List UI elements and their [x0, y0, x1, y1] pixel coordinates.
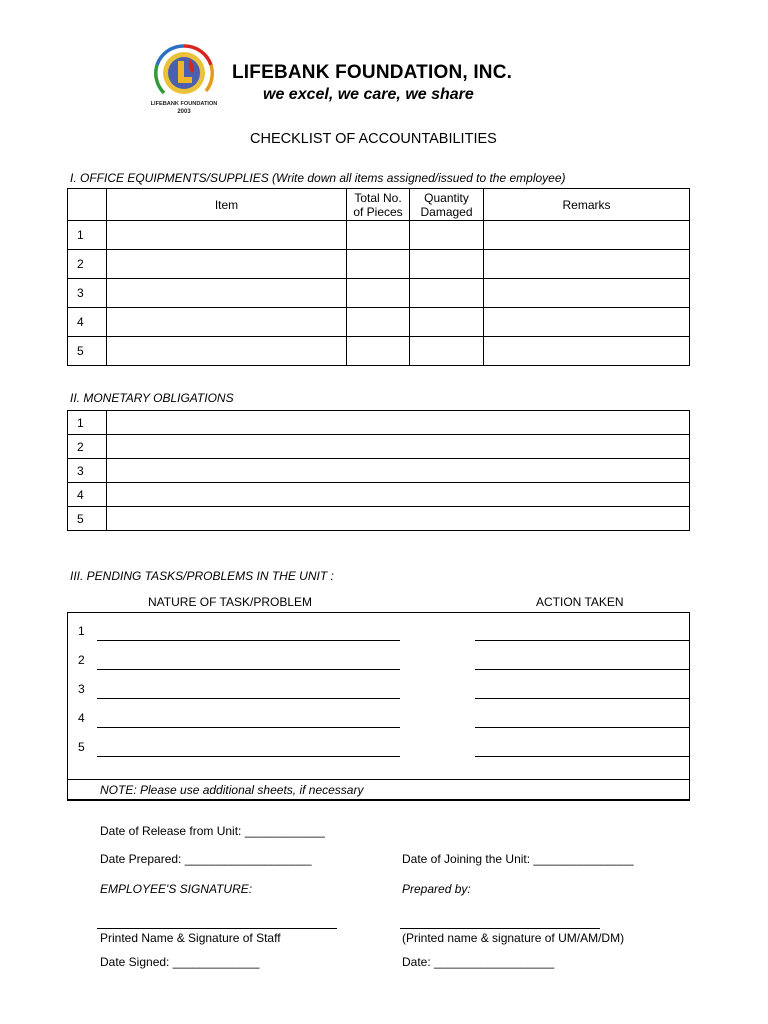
task-line[interactable] — [97, 669, 400, 670]
item-cell[interactable] — [107, 250, 347, 279]
quantity-cell[interactable] — [410, 221, 484, 250]
equipment-row — [68, 337, 690, 366]
row-number: 5 — [68, 337, 107, 366]
equipment-row — [68, 308, 690, 337]
total-cell[interactable] — [347, 279, 410, 308]
quantity-cell[interactable] — [410, 279, 484, 308]
item-cell[interactable] — [107, 221, 347, 250]
header-cell-total — [347, 189, 410, 221]
task-line[interactable] — [97, 727, 400, 728]
header-total-line-2: of Pieces — [353, 204, 403, 219]
task-row-number: 5 — [78, 740, 85, 754]
document-title: CHECKLIST OF ACCOUNTABILITIES — [250, 131, 497, 147]
monetary-cell[interactable] — [107, 483, 690, 507]
total-cell[interactable] — [347, 250, 410, 279]
date-of-joining-field[interactable]: Date of Joining the Unit: _______________ — [402, 852, 634, 866]
task-row-number: 1 — [78, 624, 85, 638]
header-quantity-line-1: Quantity — [424, 190, 469, 205]
date-of-release-field[interactable]: Date of Release from Unit: ____________ — [100, 824, 325, 838]
column-head-action: ACTION TAKEN — [536, 595, 624, 609]
total-cell[interactable] — [347, 337, 410, 366]
um-signature-line[interactable] — [400, 928, 600, 929]
monetary-cell[interactable] — [107, 507, 690, 531]
monetary-row — [68, 459, 690, 483]
task-row-number: 2 — [78, 653, 85, 667]
total-cell[interactable] — [347, 221, 410, 250]
row-number: 4 — [68, 308, 107, 337]
item-cell[interactable] — [107, 337, 347, 366]
equipment-row — [68, 221, 690, 250]
row-number: 1 — [68, 221, 107, 250]
row-number: 3 — [68, 279, 107, 308]
header-quantity-line-2: Damaged — [420, 204, 473, 219]
action-line[interactable] — [475, 727, 689, 728]
equipment-table-header — [68, 189, 690, 221]
row-number: 4 — [68, 483, 107, 507]
section-1-label: I. OFFICE EQUIPMENTS/SUPPLIES (Write down all items assigned/issued to the employee) — [70, 171, 566, 185]
prepared-by-label: Prepared by: — [402, 882, 471, 896]
task-row-number: 3 — [78, 682, 85, 696]
header-cell-number — [68, 189, 107, 221]
monetary-row — [68, 483, 690, 507]
equipment-table — [67, 188, 690, 366]
remarks-cell[interactable] — [484, 221, 690, 250]
organization-name: LIFEBANK FOUNDATION, INC. — [232, 62, 513, 83]
equipment-row — [68, 279, 690, 308]
item-cell[interactable] — [107, 308, 347, 337]
date-prepared-field[interactable]: Date Prepared: ___________________ — [100, 852, 312, 866]
section-2-label: II. MONETARY OBLIGATIONS — [70, 391, 234, 405]
monetary-row — [68, 507, 690, 531]
staff-signature-line[interactable] — [97, 928, 337, 929]
row-number: 3 — [68, 459, 107, 483]
remarks-cell[interactable] — [484, 250, 690, 279]
quantity-cell[interactable] — [410, 308, 484, 337]
action-line[interactable] — [475, 756, 689, 757]
monetary-cell[interactable] — [107, 411, 690, 435]
action-line[interactable] — [475, 698, 689, 699]
quantity-cell[interactable] — [410, 337, 484, 366]
note-separator — [68, 779, 689, 780]
monetary-row — [68, 411, 690, 435]
logo-year: 2003 — [177, 109, 191, 115]
task-line[interactable] — [97, 756, 400, 757]
row-number: 2 — [68, 435, 107, 459]
remarks-cell[interactable] — [484, 337, 690, 366]
task-line[interactable] — [97, 698, 400, 699]
staff-signature-caption: Printed Name & Signature of Staff — [100, 931, 281, 945]
quantity-cell[interactable] — [410, 250, 484, 279]
task-row-number: 4 — [78, 711, 85, 725]
header-cell-item: Item — [107, 189, 347, 221]
row-number: 1 — [68, 411, 107, 435]
um-signature-caption: (Printed name & signature of UM/AM/DM) — [402, 931, 625, 945]
employee-signature-label: EMPLOYEE'S SIGNATURE: — [100, 882, 253, 896]
row-number: 5 — [68, 507, 107, 531]
section-3-label: III. PENDING TASKS/PROBLEMS IN THE UNIT : — [70, 569, 334, 583]
monetary-row — [68, 435, 690, 459]
logo-text: LIFEBANK FOUNDATION — [150, 101, 218, 107]
lifebank-logo — [150, 43, 218, 117]
remarks-cell[interactable] — [484, 279, 690, 308]
additional-sheets-note: NOTE: Please use additional sheets, if necessary — [100, 783, 364, 797]
action-line[interactable] — [475, 669, 689, 670]
equipment-row — [68, 250, 690, 279]
date-signed-field[interactable]: Date Signed: _____________ — [100, 955, 260, 969]
total-cell[interactable] — [347, 308, 410, 337]
monetary-cell[interactable] — [107, 459, 690, 483]
item-cell[interactable] — [107, 279, 347, 308]
date-field[interactable]: Date: __________________ — [402, 955, 555, 969]
column-head-task: NATURE OF TASK/PROBLEM — [148, 595, 313, 609]
remarks-cell[interactable] — [484, 308, 690, 337]
header-cell-quantity — [410, 189, 484, 221]
task-line[interactable] — [97, 640, 400, 641]
action-line[interactable] — [475, 640, 689, 641]
monetary-table — [67, 410, 690, 531]
organization-motto: we excel, we care, we share — [263, 86, 474, 103]
row-number: 2 — [68, 250, 107, 279]
header-cell-remarks: Remarks — [484, 189, 690, 221]
monetary-cell[interactable] — [107, 435, 690, 459]
header-total-line-1: Total No. — [354, 190, 402, 205]
